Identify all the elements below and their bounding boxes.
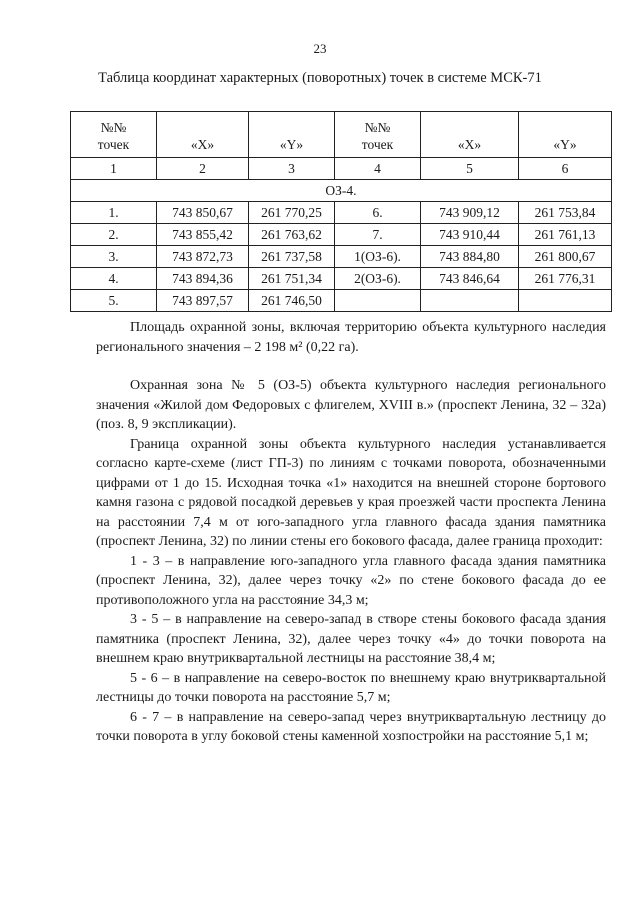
header-point-number [71,112,157,158]
header-x: «X» [157,112,249,158]
zone-title-row [71,180,612,202]
table-cell [519,290,612,312]
table-cell: 743 846,64 [421,268,519,290]
table-row [71,268,612,290]
header-text: точек [361,137,394,152]
table-cell: 261 753,84 [519,202,612,224]
zone-title: ОЗ-4. [71,180,612,202]
segment-6-7-paragraph: 6 - 7 – в направление на северо-запад через внутриквартальную лестницу до точки поворота в углу боковой стены каменной хозпостройки на расстояние 5,1 м; [96,709,606,744]
area-paragraph: Площадь охранной зоны, включая территорию объекта культурного наследия регионального значения – 2 198 м² (0,22 га). [96,320,606,355]
column-number: 6 [519,158,612,180]
table-caption: Таблица координат характерных (поворотных) точек в системе МСК-71 [98,70,542,86]
table-cell: 261 746,50 [249,290,335,312]
table-cell: 743 909,12 [421,202,519,224]
area-paragraph-block [96,318,606,357]
column-number: 5 [421,158,519,180]
header-y: «Y» [519,112,612,158]
header-text: №№ [100,120,127,135]
table-row [71,290,612,312]
table-cell: 261 737,58 [249,246,335,268]
header-text: точек [97,137,130,152]
table-cell: 261 761,13 [519,224,612,246]
table-cell: 7. [335,224,421,246]
table-cell: 1(ОЗ-6). [335,246,421,268]
header-y: «Y» [249,112,335,158]
table-cell: 4. [71,268,157,290]
table-cell: 3. [71,246,157,268]
table-cell [421,290,519,312]
table-cell: 743 910,44 [421,224,519,246]
table-cell: 1. [71,202,157,224]
table-cell: 261 800,67 [519,246,612,268]
column-number: 4 [335,158,421,180]
table-row [71,246,612,268]
table-cell: 261 763,62 [249,224,335,246]
table-row [71,224,612,246]
page-number: 23 [313,41,327,56]
table-cell: 743 897,57 [157,290,249,312]
table-cell: 743 850,67 [157,202,249,224]
column-number: 2 [157,158,249,180]
header-x: «X» [421,112,519,158]
segment-5-6-paragraph: 5 - 6 – в направление на северо-восток по внешнему краю внутриквартальной лестницы до точки поворота на расстояние 5,7 м; [96,670,606,705]
table-cell: 6. [335,202,421,224]
table-cell: 743 894,36 [157,268,249,290]
segment-3-5-paragraph: 3 - 5 – в направление на северо-запад в створе стены бокового фасада здания памятника (проспект Ленина, 32), далее через точку «4» до точки поворота на внешнем краю внутриквартальной лестницы на расстояние 38,4 м; [96,612,606,666]
table-cell: 2. [71,224,157,246]
table-cell: 743 884,80 [421,246,519,268]
table-cell: 261 776,31 [519,268,612,290]
table-cell: 5. [71,290,157,312]
table-cell: 743 872,73 [157,246,249,268]
segment-1-3-paragraph: 1 - 3 – в направление юго-западного угла главного фасада здания памятника (проспект Ленина, 32), далее через точку «2» по стене бокового фасада до ее противоположного угла на расстояние 34,3 м; [96,553,606,608]
table-header-row [71,112,612,158]
zone5-title-paragraph: Охранная зона № 5 (ОЗ-5) объекта культурного наследия регионального значения «Жилой дом Федоровых с флигелем, XVIII в.» (проспект Ленина, 32 – 32а) (поз. 8, 9 экспликации). [96,378,606,432]
column-number-row [71,158,612,180]
table-cell [335,290,421,312]
zone5-block [96,376,606,747]
header-point-number [335,112,421,158]
table-row [71,202,612,224]
table-cell: 261 770,25 [249,202,335,224]
column-number: 1 [71,158,157,180]
column-number: 3 [249,158,335,180]
header-text: №№ [364,120,391,135]
table-cell: 261 751,34 [249,268,335,290]
coordinates-table [70,111,612,312]
boundary-paragraph: Граница охранной зоны объекта культурного наследия устанавливается согласно карте-схеме (лист ГП-3) по линиям с точками поворота, обозначенными цифрами от 1 до 15. Исходная точка «1» находится на внешней стороне бортового камня газона с рядовой посадкой деревьев у края проезжей части проспекта Ленина на расстоянии 7,4 м от юго-западного угла главного фасада здания памятника (проспект Ленина, 32) по линии стены его бокового фасада, далее граница проходит: [96,436,606,549]
table-cell: 2(ОЗ-6). [335,268,421,290]
table-cell: 743 855,42 [157,224,249,246]
